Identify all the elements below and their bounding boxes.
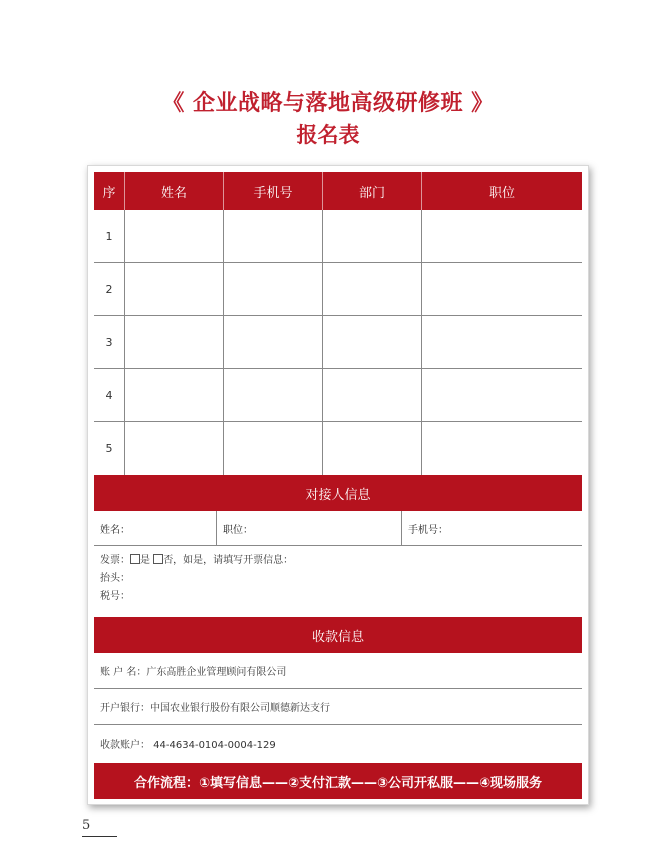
header-position: 职位	[488, 185, 515, 201]
invoice-no-label: 否，如是，请填写开票信息：	[163, 555, 294, 566]
department-cell[interactable]	[323, 210, 422, 262]
invoice-tax-field[interactable]: 税号：	[100, 591, 130, 602]
name-cell[interactable]	[125, 263, 224, 315]
header-index: 序	[94, 172, 125, 210]
phone-cell[interactable]	[224, 210, 323, 262]
page-number: 5	[82, 818, 91, 833]
position-cell[interactable]	[422, 210, 582, 262]
table-row	[94, 422, 582, 475]
invoice-no-checkbox[interactable]	[153, 554, 163, 564]
payment-account-name: 账 户 名：广东高胜企业管理顾问有限公司	[94, 653, 582, 689]
department-cell[interactable]	[323, 422, 422, 475]
table-header	[94, 172, 582, 210]
phone-cell[interactable]	[224, 316, 323, 368]
header-phone: 手机号	[224, 172, 323, 210]
invoice-line	[100, 552, 293, 570]
row-index: 4	[94, 369, 125, 421]
contact-phone-field[interactable]: 手机号：	[408, 524, 448, 536]
header-department: 部门	[323, 172, 422, 210]
invoice-label: 发票：	[100, 555, 130, 566]
table-row	[94, 210, 582, 263]
name-cell[interactable]	[125, 316, 224, 368]
position-cell[interactable]	[422, 369, 582, 421]
phone-cell[interactable]	[224, 369, 323, 421]
header-name: 姓名	[125, 172, 224, 210]
department-cell[interactable]	[323, 316, 422, 368]
payment-section-header: 收款信息	[94, 617, 582, 653]
position-cell[interactable]	[422, 263, 582, 315]
invoice-yes-checkbox[interactable]	[130, 554, 140, 564]
position-cell[interactable]	[422, 316, 582, 368]
invoice-yes-label: 是	[140, 555, 150, 566]
page-number-underline	[82, 836, 117, 837]
cooperation-flow: 合作流程：①填写信息——②支付汇款——③公司开私服——④现场服务	[94, 763, 582, 799]
form-subtitle: 报名表	[296, 123, 360, 147]
phone-cell[interactable]	[224, 422, 323, 475]
table-row	[94, 263, 582, 316]
name-cell[interactable]	[125, 210, 224, 262]
name-cell[interactable]	[125, 369, 224, 421]
name-cell[interactable]	[125, 422, 224, 475]
attendee-table	[94, 210, 582, 475]
invoice-header-field[interactable]: 抬头：	[100, 573, 130, 584]
row-index: 2	[94, 263, 125, 315]
row-index: 5	[94, 422, 125, 475]
form-title: 《 企业战略与落地高级研修班 》	[162, 91, 494, 116]
contact-name-field[interactable]: 姓名：	[94, 511, 217, 545]
phone-cell[interactable]	[224, 263, 323, 315]
position-cell[interactable]	[422, 422, 582, 475]
table-row	[94, 316, 582, 369]
department-cell[interactable]	[323, 369, 422, 421]
payment-bank: 开户银行：中国农业银行股份有限公司顺德新达支行	[94, 689, 582, 725]
contact-section-header: 对接人信息	[94, 475, 582, 511]
invoice-info	[100, 552, 293, 606]
contact-position-field[interactable]: 职位：	[217, 511, 402, 545]
row-index: 3	[94, 316, 125, 368]
department-cell[interactable]	[323, 263, 422, 315]
table-row	[94, 369, 582, 422]
contact-row	[94, 511, 582, 546]
payment-account-number: 收款账户： 44-4634-0104-0004-129	[100, 739, 276, 751]
row-index: 1	[94, 210, 125, 262]
registration-form	[87, 165, 589, 805]
